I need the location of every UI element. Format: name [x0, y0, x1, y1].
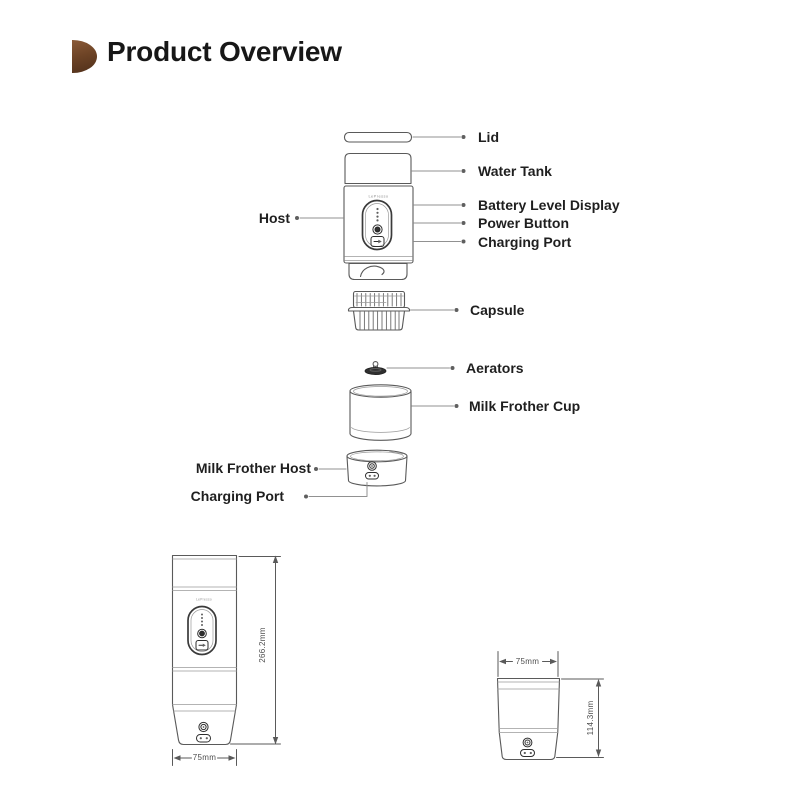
exploded-frother-cup-drawing	[350, 385, 411, 441]
exploded-aerator-drawing	[365, 362, 386, 375]
exploded-frother-host-drawing	[347, 450, 407, 486]
exploded-host-drawing	[344, 186, 413, 263]
callout-charging-port: Charging Port	[478, 233, 572, 250]
frother-charging-port-icon	[366, 473, 379, 480]
control-panel-drawing	[363, 201, 392, 250]
callout-leader-lines	[295, 135, 466, 499]
exploded-water-tank-drawing	[345, 154, 411, 184]
callout-milk-frother-cup: Milk Frother Cup	[469, 398, 581, 414]
machine-width-value: 75mm	[192, 753, 217, 762]
exploded-lid-drawing	[345, 133, 412, 143]
frother-height-value: 114.3mm	[586, 700, 595, 736]
callout-power-button: Power Button	[478, 215, 569, 231]
frother-power-button-icon	[368, 462, 377, 471]
callout-capsule: Capsule	[470, 302, 525, 318]
power-button-icon	[373, 225, 382, 234]
machine-height-value: 266.2mm	[258, 627, 267, 663]
machine-logo-text: LePresso	[196, 597, 212, 602]
host-logo-text: LePresso	[368, 193, 389, 199]
callout-aerators: Aerators	[466, 360, 524, 376]
callout-water-tank: Water Tank	[478, 163, 552, 179]
page-title: Product Overview	[107, 36, 342, 67]
exploded-host-latch-drawing	[349, 264, 407, 280]
exploded-capsule-drawing	[349, 292, 410, 331]
callout-battery-level-display: Battery Level Display	[478, 197, 620, 213]
callout-frother-charging-port: Charging Port	[190, 488, 284, 504]
frother-width-value: 75mm	[515, 656, 540, 666]
callout-host: Host	[258, 210, 290, 226]
battery-level-display-icon	[376, 208, 378, 222]
callout-lid: Lid	[478, 129, 499, 145]
callout-milk-frother-host: Milk Frother Host	[195, 460, 311, 476]
